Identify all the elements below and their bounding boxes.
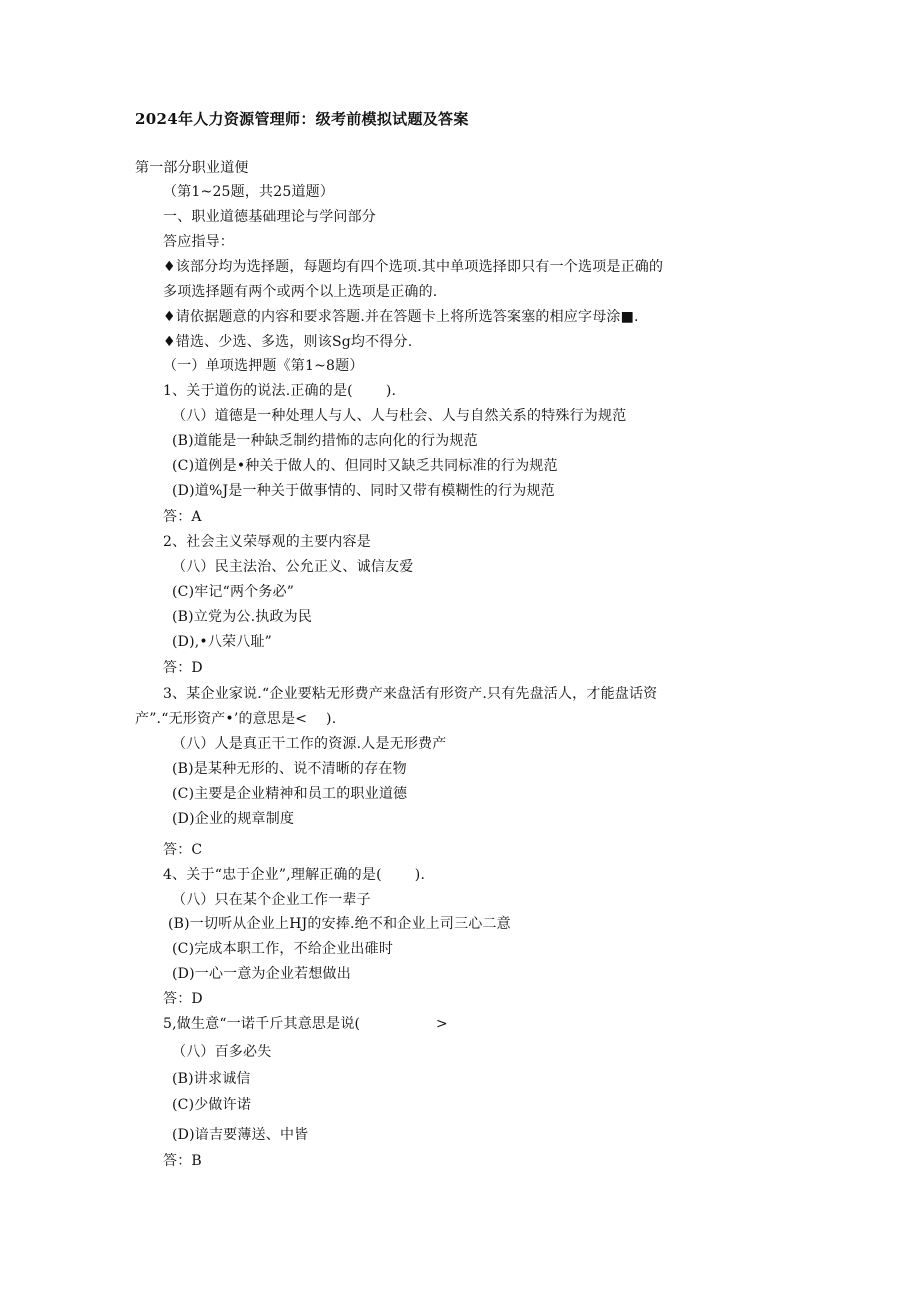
question-range: （第1~25题，共25道题） [163,184,335,200]
question-option: （八）人是真正干工作的资源.人是无形费产 [172,736,447,752]
question-option: (B)立党为公.执政为民 [172,609,313,625]
question-stem: 3、某企业家说.“企业要粘无形费产来盘活有形资产.只有先盘活人，才能盘话资 [163,686,658,702]
question-option: （八）只在某个企业工作一辈子 [172,892,371,908]
subsection-heading: （一）单项选押题《第1~8题） [163,358,364,374]
question-stem: 4、关于“忠于企业”,理解正确的是( ). [163,867,426,883]
question-option: (D)企业的规章制度 [172,811,295,827]
question-answer: 答：D [163,660,203,676]
guide-line: ♦错选、少选、多选，则该Sg均不得分. [163,334,413,350]
question-option: （八）百多必失 [172,1044,272,1060]
question-answer: 答：C [163,842,203,858]
question-option: (B)一切听从企业上HJ的安捧.绝不和企业上司三心二意 [168,916,511,932]
question-answer: 答：A [163,509,202,525]
guide-title: 答应指导： [163,234,234,250]
question-option: (B)是某种无形的、说不清晰的存在物 [172,761,407,777]
question-stem: 2、社会主义荣辱观的主要内容是 [163,534,371,550]
question-answer: 答：D [163,991,203,1007]
guide-line: ♦该部分均为选择题，每题均有四个选项.其中单项选择即只有一个选项是正确的 [163,259,664,275]
question-option: (B)道能是一种缺乏制约措怖的志向化的行为规范 [172,433,478,449]
question-option: (D)一心一意为企业若想做出 [172,966,351,982]
question-option: (C)道例是•种关于做人的、但同时又缺乏共同标准的行为规范 [172,458,558,474]
question-stem: 1、关于道伤的说法.正确的是( ). [163,383,397,399]
question-option: (D)道%J是一种关于做事情的、同时又带有模糊性的行为规范 [172,483,555,499]
question-option: （八）道德是一种处理人与人、人与杜会、人与自然关系的特殊行为规范 [172,408,627,424]
question-option: (C)完成本职工作，不给企业出碓时 [172,941,394,957]
guide-line: ♦请依据题意的内容和要求答题.并在答题卡上将所选答案塞的相应字母涂■. [163,309,639,325]
question-option: (C)主要是企业精神和员工的职业道德 [172,786,408,802]
part-heading: 第一部分职业道便 [135,160,249,176]
question-option: （八）民主法治、公允正义、诚信友爱 [172,559,414,575]
guide-line: 多项选择题有两个或两个以上选项是正确的. [163,284,438,300]
question-option: (B)讲求诚信 [172,1071,251,1087]
question-option: (C)少做许诺 [172,1097,252,1113]
question-stem: 5,做生意“一诺千斤其意思是说( > [163,1016,448,1032]
question-option: (D),•八荣八耻” [172,634,273,650]
question-option: (D)谙吉要薄送、中皆 [172,1127,309,1143]
section-heading: 一、职业道德基础理论与学问部分 [163,209,376,225]
question-answer: 答：B [163,1153,202,1169]
question-stem: 产”.“无形资产•’的意思是< ). [135,711,337,727]
document-title: 2024年人力资源管理师：级考前模拟试题及答案 [135,110,469,128]
question-option: (C)牢记“两个务必” [172,584,295,600]
